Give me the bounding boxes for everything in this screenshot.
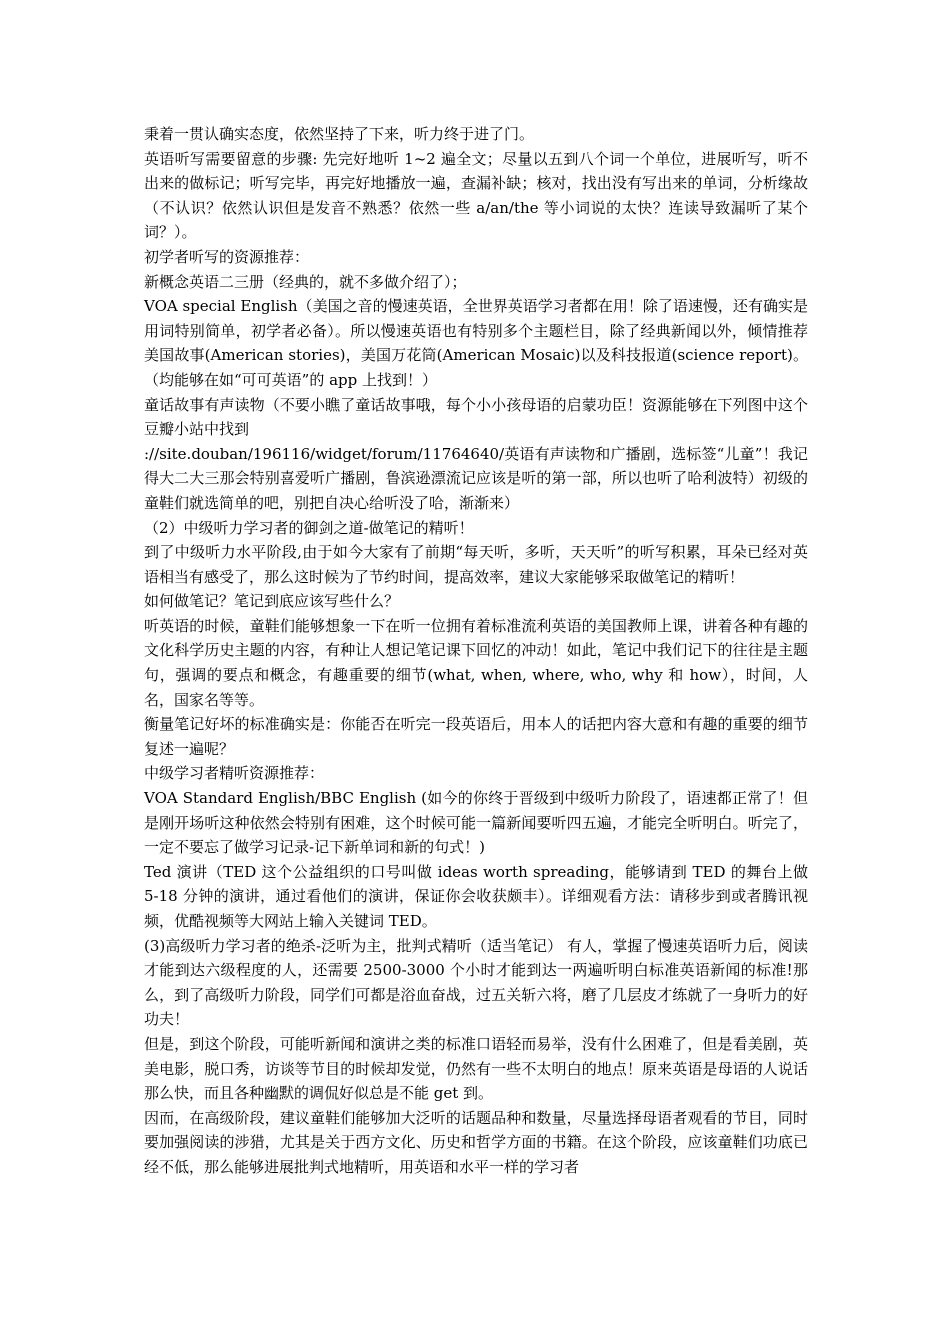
paragraph-2: 英语听写需要留意的步骤: 先完好地听 1~2 遍全文；尽量以五到八个词一个单位，进展听写，听不出来的做标记；听写完毕，再完好地播放一遍，查漏补缺；核对，找出没有写出来的单词，分析缘故（不认识？依然认识但是发音不熟悉？依然一些 a/an/the 等小词说的太快？连读导致漏听了某个词？）。 bbox=[144, 149, 808, 242]
paragraph-3: 初学者听写的资源推荐： bbox=[144, 247, 310, 266]
paragraph-18: 因而，在高级阶段，建议童鞋们能够加大泛听的话题品种和数量，尽量选择母语者观看的节目，同时要加强阅读的涉猎，尤其是关于西方文化、历史和哲学方面的书籍。在这个阶段，应该童鞋们功底已经不低，那么能够进展批判式地精听，用英语和水平一样的学习者 bbox=[144, 1108, 808, 1176]
paragraph-12: 衡量笔记好坏的标准确实是：你能否在听完一段英语后，用本人的话把内容大意和有趣的重要的细节复述一遍呢？ bbox=[144, 715, 808, 758]
section-heading-advanced: (3)高级听力学习者的绝杀-泛听为主，批判式精听（适当笔记） 有人，掌握了慢速英语听力后，阅读才能到达六级程度的人，还需要 2500-3000 个小时才能到达一两遍听明白标准英语新闻的标准!那么，到了高级听力阶段，同学们可都是浴血奋战，过五关斩六将，磨了几层皮才练就了一身听力的好功夫！ bbox=[144, 936, 808, 1029]
paragraph-7: ://site.douban/196116/widget/forum/11764640/英语有声读物和广播剧，选标签“儿童”！我记得大二大三那会特别喜爱听广播剧，鲁滨逊漂流记应该是听的第一部，所以也听了哈利波特）初级的童鞋们就选简单的吧，别把自决心给听没了哈，渐渐来） bbox=[144, 444, 808, 512]
paragraph-1: 秉着一贯认确实态度，依然坚持了下来，听力终于进了门。 bbox=[144, 125, 535, 143]
paragraph-5: VOA special English（美国之音的慢速英语，全世界英语学习者都在用！除了语速慢，还有确实是用词特别简单，初学者必备）。所以慢速英语也有特别多个主题栏目，除了经典新闻以外，倾情推荐美国故事(American stories)，美国万花筒(American Mosaic)以及科技报道(science report)。（均能够在如“可可英语”的 app 上找到！） bbox=[144, 297, 808, 389]
paragraph-10: 如何做笔记？笔记到底应该写些什么？ bbox=[144, 592, 400, 611]
paragraph-13: 中级学习者精听资源推荐： bbox=[144, 764, 325, 783]
paragraph-6: 童话故事有声读物（不要小瞧了童话故事哦，每个小小孩母语的启蒙功臣！资源能够在下列图中这个豆瓣小站中找到 bbox=[144, 395, 808, 439]
paragraph-9: 到了中级听力水平阶段,由于如今大家有了前期“每天听，多听，天天听”的听写积累，耳朵已经对英语相当有感受了，那么这时候为了节约时间，提高效率，建议大家能够采取做笔记的精听！ bbox=[144, 543, 808, 586]
section-heading-intermediate: （2）中级听力学习者的御剑之道-做笔记的精听！ bbox=[144, 518, 474, 537]
paragraph-4: 新概念英语二三册（经典的，就不多做介绍了）； bbox=[144, 272, 467, 291]
paragraph-11: 听英语的时候，童鞋们能够想象一下在听一位拥有着标准流利英语的美国教师上课，讲着各种有趣的文化科学历史主题的内容，有种让人想记笔记课下回忆的冲动！如此，笔记中我们记下的往往是主题句，强调的要点和概念，有趣重要的细节(what, when, where, who, why 和 how），时间，人名，国家名等等。 bbox=[144, 616, 808, 709]
paragraph-14: VOA Standard English/BBC English (如今的你终于晋级到中级听力阶段了，语速都正常了！但是刚开场听这种依然会特别有困难，这个时候可能一篇新闻要听四五遍，才能完全听明白。听完了，一定不要忘了做学习记录-记下新单词和新的句式！) bbox=[144, 789, 808, 857]
document-body bbox=[144, 122, 808, 1180]
paragraph-15: Ted 演讲（TED 这个公益组织的口号叫做 ideas worth spreading，能够请到 TED 的舞台上做 5-18 分钟的演讲，通过看他们的演讲，保证你会收获颇丰）。详细观看方法：请移步到或者腾讯视频，优酷视频等大网站上输入关键词 TED。 bbox=[144, 862, 808, 930]
paragraph-17: 但是，到这个阶段，可能听新闻和演讲之类的标准口语轻而易举，没有什么困难了，但是看美剧，英美电影，脱口秀，访谈等节目的时候却发觉，仍然有一些不太明白的地点！原来英语是母语的人说话那么快，而且各种幽默的调侃好似总是不能 get 到。 bbox=[144, 1034, 808, 1103]
